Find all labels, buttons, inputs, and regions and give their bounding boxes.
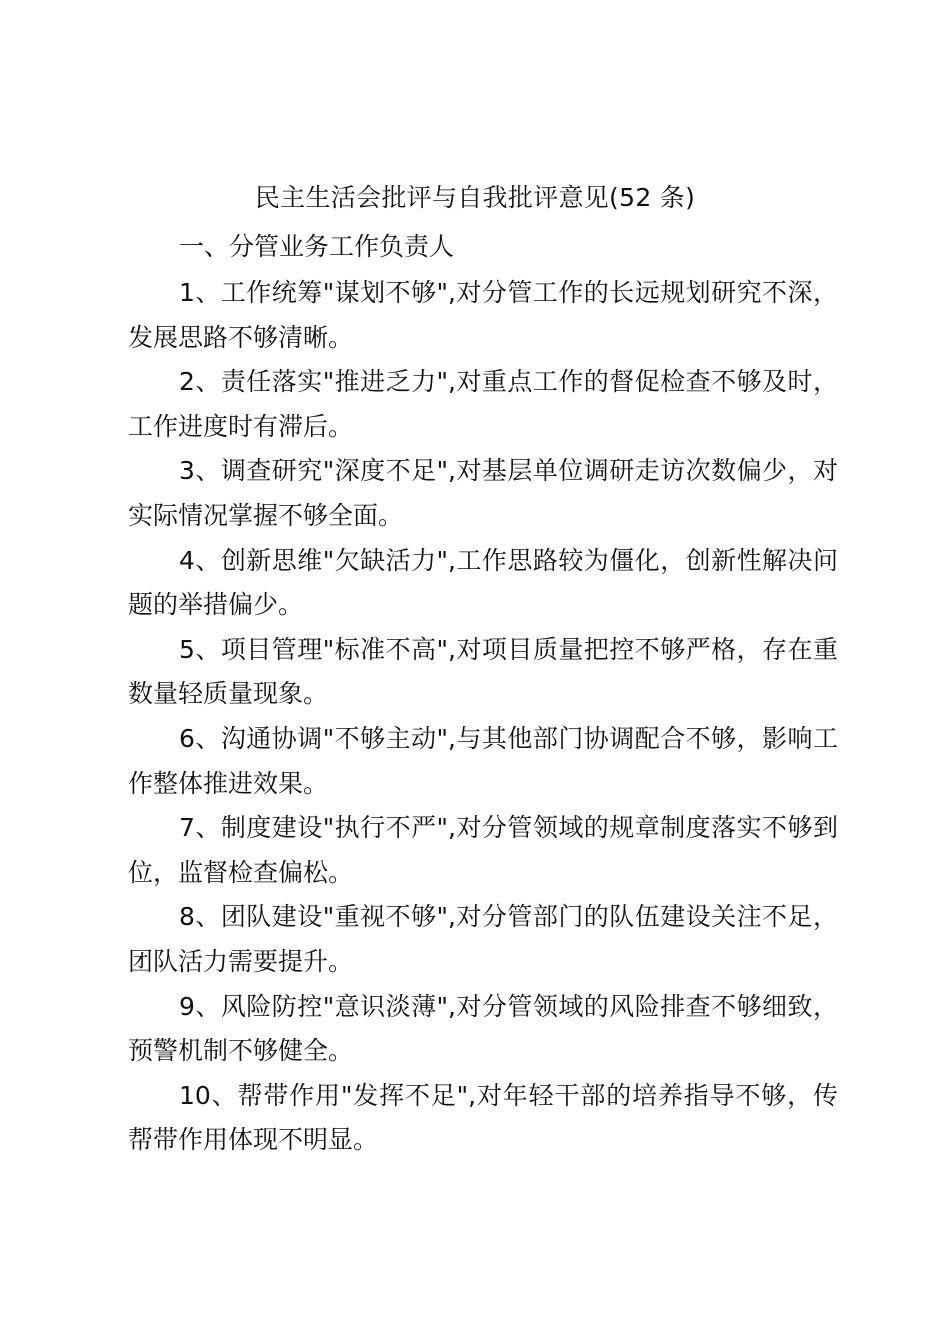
- section-heading: 一、分管业务工作负责人: [179, 232, 455, 261]
- list-item: 7、制度建设"执行不严",对分管领域的规章制度落实不够到位，监督检查偏松。: [128, 813, 838, 887]
- list-item: 3、调查研究"深度不足",对基层单位调研走访次数偏少，对实际情况掌握不够全面。: [128, 456, 838, 530]
- list-item: 2、责任落实"推进乏力",对重点工作的督促检查不够及时，工作进度时有滞后。: [128, 367, 838, 441]
- list-item: 8、团队建设"重视不够",对分管部门的队伍建设关注不足，团队活力需要提升。: [128, 902, 838, 976]
- document-title: 民主生活会批评与自我批评意见(52 条): [254, 183, 696, 212]
- list-item: 5、项目管理"标准不高",对项目质量把控不够严格，存在重数量轻质量现象。: [128, 634, 838, 709]
- list-item: 1、工作统筹"谋划不够",对分管工作的长远规划研究不深，发展思路不够清晰。: [128, 278, 838, 352]
- list-item: 10、帮带作用"发挥不足",对年轻干部的培养指导不够，传帮带作用体现不明显。: [128, 1080, 838, 1155]
- list-item: 6、沟通协调"不够主动",与其他部门协调配合不够，影响工作整体推进效果。: [128, 723, 838, 798]
- item-list: [128, 271, 838, 1163]
- list-item: 4、创新思维"欠缺活力",工作思路较为僵化，创新性解决问题的举措偏少。: [128, 545, 838, 620]
- list-item: 9、风险防控"意识淡薄",对分管领域的风险排查不够细致，预警机制不够健全。: [128, 991, 838, 1066]
